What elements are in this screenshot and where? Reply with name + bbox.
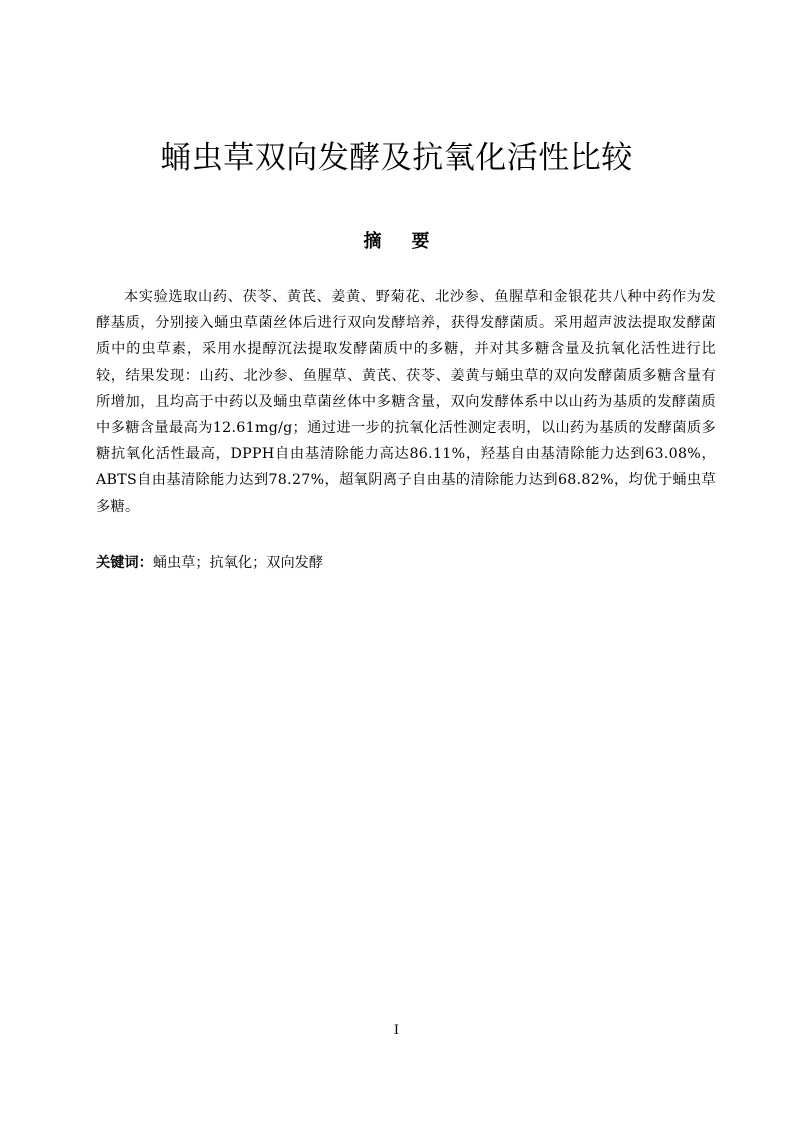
abstract-heading-char-1: 摘 (363, 231, 382, 252)
abstract-paragraph: 本实验选取山药、茯苓、黄芪、姜黄、野菊花、北沙参、鱼腥草和金银花共八种中药作为发酵基质，分别接入蛹虫草菌丝体后进行双向发酵培养，获得发酵菌质。采用超声波法提取发酵菌质中的虫草素，采用水提醇沉法提取发酵菌质中的多糖，并对其多糖含量及抗氧化活性进行比较，结果发现：山药、北沙参、鱼腥草、黄芪、茯苓、姜黄与蛹虫草的双向发酵菌质多糖含量有所增加，且均高于中药以及蛹虫草菌丝体中多糖含量，双向发酵体系中以山药为基质的发酵菌质中多糖含量最高为12.61mg/g；通过进一步的抗氧化活性测定表明，以山药为基质的发酵菌质多糖抗氧化活性最高，DPPH自由基清除能力高达86.11%，羟基自由基清除能力达到63.08%，ABTS自由基清除能力达到78.27%，超氧阴离子自由基的清除能力达到68.82%，均优于蛹虫草多糖。 (96, 289, 716, 515)
abstract-heading (0, 229, 793, 255)
keywords-line (96, 551, 716, 575)
abstract-heading-char-2: 要 (411, 231, 430, 252)
page-number: I (393, 1023, 400, 1038)
keywords-label: 关键词： (96, 555, 153, 571)
paper-title: 蛹虫草双向发酵及抗氧化活性比较 (160, 140, 633, 176)
keywords-value: 蛹虫草；抗氧化；双向发酵 (152, 555, 324, 571)
